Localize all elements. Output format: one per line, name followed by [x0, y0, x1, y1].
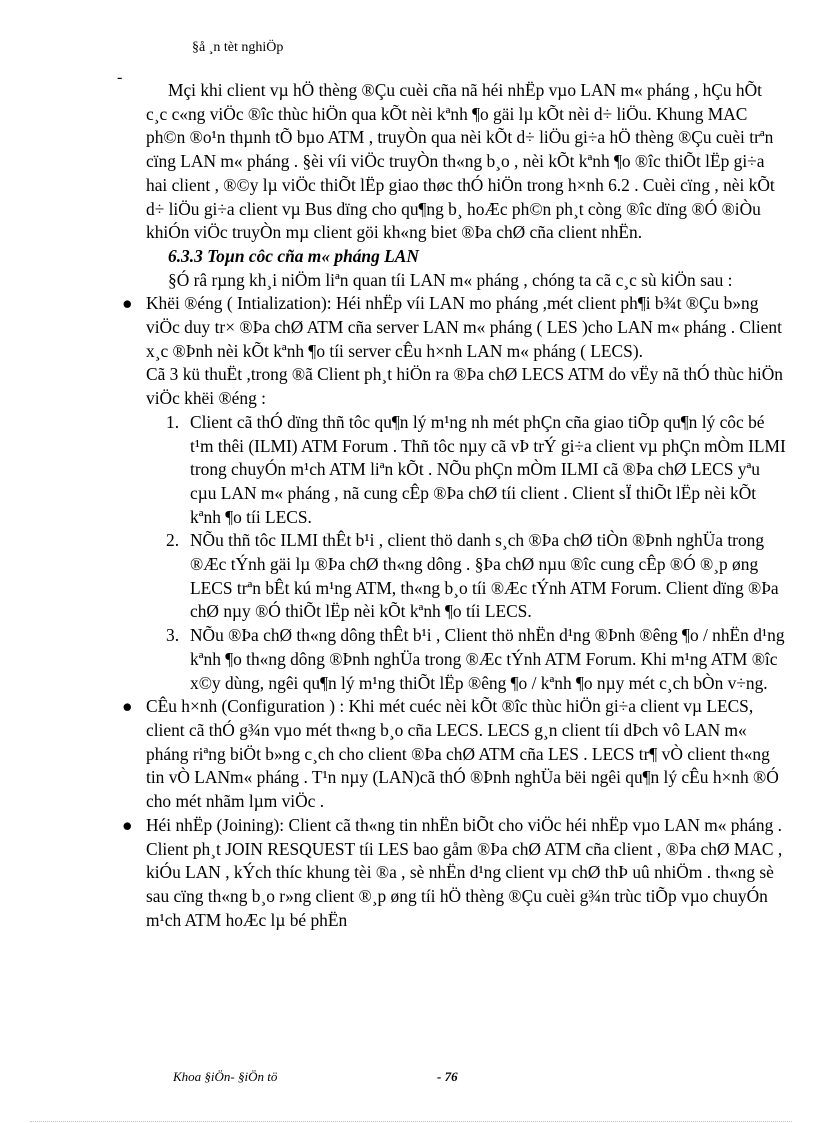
document-body — [122, 79, 786, 932]
bullet-dot: ● — [122, 696, 133, 717]
footer-department: Khoa §iÖn- §iÖn tö — [173, 1069, 278, 1084]
bullet-configuration-text: CÊu h×nh (Configuration ) : Khi mét cuéc nèi kÕt ®îc thùc hiÖn gi÷a client vµ LECS, client cã thÓ g¾n vµo mét th«ng b¸o cña LECS. LECS g¸n client tíi dÞch vô LAN m« pháng riªng biÖt b»ng c¸ch cho client ®Þa chØ ATM cña LES . LECS tr¶ vÒ client th«ng tin vÒ LANm« pháng . T¹n nµy (LAN)cã thÓ ®Þnh nghÜa bëi ngêi qu¶n lý cÊu h×nh ®Ó cho mét nhãm lµm viÖc . — [146, 696, 779, 812]
page-number: - 76 — [437, 1069, 458, 1084]
list-number: 1. — [166, 411, 180, 432]
paragraph-events: §Ó râ rµng kh¸i niÖm liªn quan tíi LAN m« pháng , chóng ta cã c¸c sù kiÖn sau : — [168, 269, 733, 290]
list-item — [166, 411, 786, 530]
page-header: §å ¸n tèt nghiÖp — [192, 40, 284, 55]
section-heading: 6.3.3 Toµn côc cña m« pháng LAN — [168, 245, 419, 266]
list-item-text: NÕu ®Þa chØ th«ng dông thÊt b¹i , Client thö nhËn d¹ng ®Þnh ®êng ¶o / nhËn d¹ng kªnh ¶o th«ng dông ®Þnh nghÜa trong ®Æc tÝnh ATM Forum. Khi m¹ng ATM ®îc x©y dùng, ngêi qu¶n lý m¹ng thiÕt lËp ®êng ¶o / kªnh ¶o nµy mét c¸ch bÒn v÷ng. — [190, 625, 785, 693]
list-number: 3. — [166, 625, 180, 646]
paragraph-intro: Mçi khi client vµ hÖ thèng ®Çu cuèi cña nã héi nhËp vµo LAN m« pháng , hÇu hÕt c¸c c«ng viÖc ®îc thùc hiÖn qua kÕt nèi kªnh ¶o gäi lµ kÕt nèi d÷ liÖu. Khung MAC ph©n ®o¹n thµnh tÕ bµo ATM , truyÒn qua nèi kÕt d÷ liÖu gi÷a hÖ thèng ®Çu cuèi trªn cïng LAN m« pháng . §èi víi viÖc truyÒn th«ng b¸o , nèi kÕt kªnh ¶o ®îc thiÕt lËp gi÷a hai client , ®©y lµ viÖc thiÕt lËp giao thøc thÓ hiÖn trong h×nh 6.2 . Cuèi cïng , nèi kÕt d÷ liÖu gi÷a client vµ Bus dïng cho qu¶ng b¸ hoÆc ph©n ph¸t còng ®îc dïng ®Ó ®iÒu khiÓn viÖc truyÒn mµ client göi kh«ng biet ®Þa chØ cña client nhËn. — [146, 80, 775, 243]
bullet-initialization — [122, 292, 786, 363]
bullet-joining — [122, 814, 786, 933]
list-item-text: Client cã thÓ dïng thñ tôc qu¶n lý m¹ng nh mét phÇn cña giao tiÕp qu¶n lý côc bé t¹m thêi (ILMI) ATM Forum . Thñ tôc nµy cã vÞ trÝ gi÷a client vµ phÇn mÒm ILMI trong chuyÓn m¹ch ATM liªn kÕt . NÕu phÇn mÒm ILMI cã ®Þa chØ LECS yªu cµu LAN m« pháng , nã cung cÊp ®Þa chØ tíi client . Client sÏ thiÕt lËp nèi kÕt kªnh ¶o tíi LECS. — [190, 411, 786, 527]
page-bottom-divider — [30, 1121, 792, 1122]
list-number: 2. — [166, 530, 180, 551]
bullet-dot: ● — [122, 814, 133, 835]
bullet-configuration — [122, 695, 786, 814]
paragraph-techniques: Cã 3 kü thuËt ,trong ®ã Client ph¸t hiÖn ra ®Þa chØ LECS ATM do vËy nã thÓ thùc hiÖn viÖc khëi ®éng : — [146, 364, 783, 409]
bullet-joining-text: Héi nhËp (Joining): Client cã th«ng tin nhËn biÕt cho viÖc héi nhËp vµo LAN m« pháng . Client ph¸t JOIN RESQUEST tíi LES bao gåm ®Þa chØ ATM cña client , ®Þa chØ MAC , kiÓu LAN , kÝch thíc khung tèi ®a , sè nhËn d¹ng client vµ chØ thÞ uû nhiÖm . th«ng sè sau cïng th«ng b¸o r»ng client ®¸p øng tíi hÖ thèng ®Çu cuèi g¾n trùc tiÕp vµo chuyÓn m¹ch ATM hoÆc lµ bé phËn — [146, 814, 783, 930]
list-item-text: NÕu thñ tôc ILMI thÊt b¹i , client thö danh s¸ch ®Þa chØ tiÒn ®Þnh nghÜa trong ®Æc tÝnh gäi lµ ®Þa chØ th«ng dông . §Þa chØ nµu ®îc cung cÊp ®Ó ®¸p øng LECS trªn bÊt kú m¹ng ATM, th«ng b¸o tíi ®Æc tÝnh ATM Forum. Client dïng ®Þa chØ nµy ®Ó thiÕt lËp nèi kÕt kªnh ¶o tíi LECS. — [190, 530, 779, 622]
list-item — [166, 624, 786, 695]
bullet-initialization-text: Khëi ®éng ( Intialization): Héi nhËp víi LAN mo pháng ,mét client ph¶i b¾t ®Çu b»ng viÖc duy tr× ®Þa chØ ATM cña server LAN m« pháng ( LES )cho LAN m« pháng . Client x¸c ®Þnh nèi kÕt kªnh ¶o tíi server cÊu h×nh LAN m« pháng ( LECS). — [146, 293, 782, 361]
numbered-list — [146, 411, 786, 695]
list-item — [166, 529, 786, 624]
header-dash: - — [117, 69, 123, 86]
bullet-dot: ● — [122, 293, 133, 314]
